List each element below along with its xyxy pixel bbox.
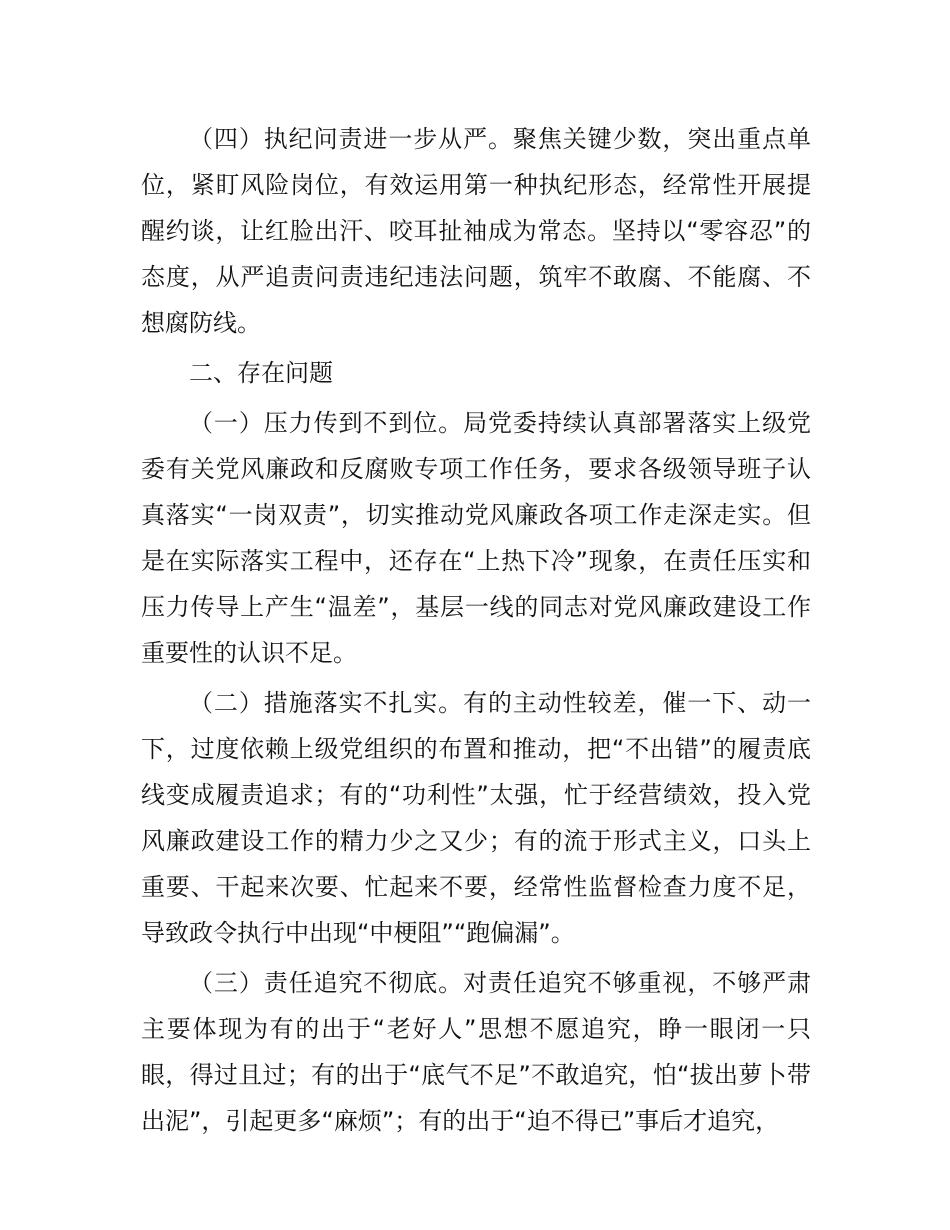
section-heading-existing-problems: 二、存在问题 (189, 359, 333, 387)
paragraph-measures-implementation: （二）措施落实不扎实。有的主动性较差，催一下、动一下，过度依赖上级党组织的布置和推动，把“不出错”的履责底线变成履责追求；有的“功利性”太强，忙于经营绩效，投入党风廉政建设工作的精力少之又少；有的流于形式主义，口头上重要、干起来次要、忙起来不要，经常性监督检查力度不足，导致政令执行中出现“中梗阻”“跑偏漏”。 (141, 689, 811, 947)
document-body (141, 116, 811, 1144)
paragraph-pressure-transmission: （一）压力传到不到位。局党委持续认真部署落实上级党委有关党风廉政和反腐败专项工作任务，要求各级领导班子认真落实“一岗双责”，切实推动党风廉政各项工作走深走实。但是在实际落实工程中，还存在“上热下冷”现象，在责任压实和压力传导上产生“温差”，基层一线的同志对党风廉政建设工作重要性的认识不足。 (141, 409, 811, 667)
paragraph-discipline-accountability: （四）执纪问责进一步从严。聚焦关键少数，突出重点单位，紧盯风险岗位，有效运用第一种执纪形态，经常性开展提醒约谈，让红脸出汗、咬耳扯袖成为常态。坚持以“零容忍”的态度，从严追责问责违纪违法问题，筑牢不敢腐、不能腐、不想腐防线。 (141, 125, 811, 337)
paragraph-accountability-enforcement: （三）责任追究不彻底。对责任追究不够重视，不够严肃主要体现为有的出于“老好人”思想不愿追究，睁一眼闭一只眼，得过且过；有的出于“底气不足”不敢追究，怕“拔出萝卜带出泥”，引起更多“麻烦”；有的出于“迫不得已”事后才追究， (141, 969, 811, 1135)
